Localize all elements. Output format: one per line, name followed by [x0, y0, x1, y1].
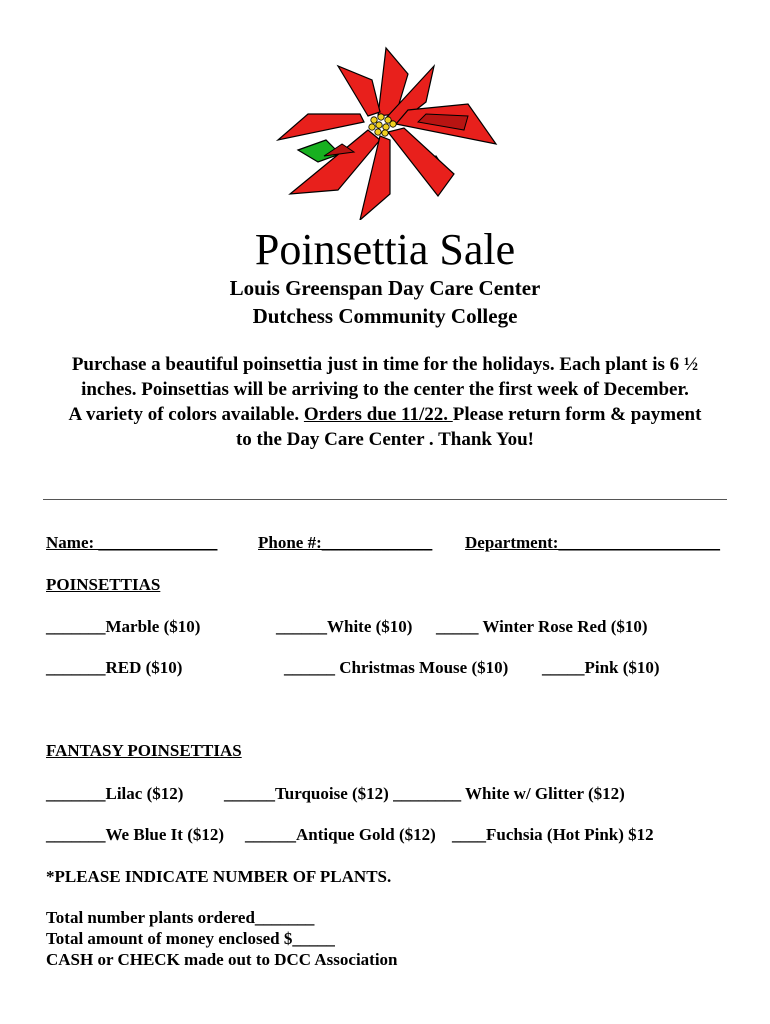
- order-pink[interactable]: _____Pink ($10): [542, 658, 660, 677]
- order-white[interactable]: ______White ($10): [276, 617, 413, 636]
- order-red[interactable]: _______RED ($10): [46, 658, 183, 677]
- department-field[interactable]: Department:___________________: [465, 533, 720, 552]
- orders-due-date: Orders due 11/22.: [303, 404, 453, 425]
- intro-line-3-end: Please return form & payment: [452, 404, 702, 425]
- order-we-blue-it[interactable]: _______We Blue It ($12): [46, 825, 225, 844]
- order-lilac[interactable]: _______Lilac ($12): [46, 784, 184, 803]
- intro-line-2: inches. Poinsettias will be arriving to the center the first week of December.: [81, 379, 689, 400]
- order-marble[interactable]: _______Marble ($10): [46, 617, 201, 636]
- total-plants-field[interactable]: Total number plants ordered_______: [46, 908, 315, 927]
- page-title: Poinsettia Sale: [254, 225, 516, 274]
- intro-line-1: Purchase a beautiful poinsettia just in time for the holidays. Each plant is 6 ½: [71, 354, 699, 375]
- phone-field[interactable]: Phone #:_____________: [258, 533, 433, 552]
- total-money-field[interactable]: Total amount of money enclosed $_____: [46, 929, 335, 948]
- intro-line-3-start: A variety of colors available.: [68, 404, 304, 425]
- fantasy-heading: FANTASY POINSETTIAS: [46, 741, 242, 760]
- poinsettia-illustration: [268, 44, 502, 220]
- intro-line-3: [0, 404, 770, 426]
- order-antique-gold[interactable]: ______Antique Gold ($12): [245, 825, 436, 844]
- order-fuchsia[interactable]: ____Fuchsia (Hot Pink) $12: [452, 825, 654, 844]
- college-name: Dutchess Community College: [252, 304, 518, 328]
- indicate-note: *PLEASE INDICATE NUMBER OF PLANTS.: [46, 867, 392, 886]
- poinsettias-heading: POINSETTIAS: [46, 575, 161, 594]
- intro-line-4: to the Day Care Center . Thank You!: [235, 429, 535, 450]
- order-winter-rose-red[interactable]: _____ Winter Rose Red ($10): [436, 617, 648, 636]
- payment-note: CASH or CHECK made out to DCC Association: [46, 950, 398, 969]
- order-christmas-mouse[interactable]: ______ Christmas Mouse ($10): [284, 658, 509, 677]
- divider: [43, 499, 727, 500]
- org-name: Louis Greenspan Day Care Center: [229, 276, 541, 300]
- name-field[interactable]: Name: ______________: [46, 533, 218, 552]
- order-turquoise-white-glitter[interactable]: ______Turquoise ($12) ________ White w/ Glitter ($12): [224, 784, 625, 803]
